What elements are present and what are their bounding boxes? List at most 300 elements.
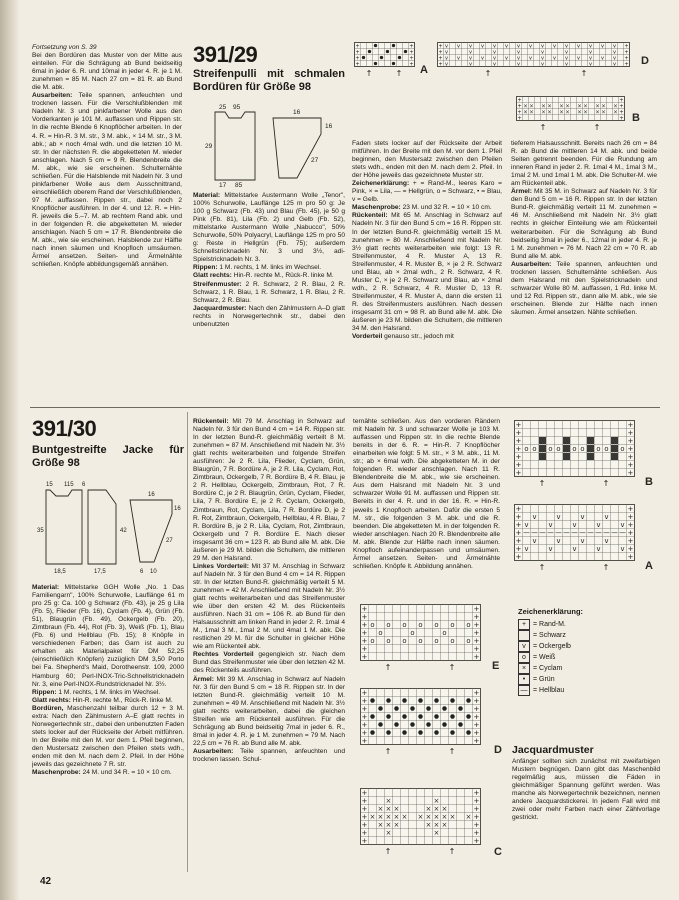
- legend-label-cyclam: = Cyclam: [533, 665, 563, 672]
- p29-material-label: Material:: [193, 192, 221, 199]
- grid-mark: v: [456, 43, 461, 50]
- grid-mark: +: [473, 620, 480, 629]
- legend-row-ockergelb: [518, 641, 658, 652]
- grid-mark: v: [532, 536, 537, 545]
- grid-mark: [442, 706, 446, 710]
- pattern-30-block: [32, 418, 184, 870]
- chart-30-b: [514, 420, 636, 493]
- legend-sym-hellblau: —: [518, 685, 530, 696]
- grid-mark: ×: [433, 812, 440, 821]
- legend-sym-weiss: o: [518, 652, 530, 663]
- legend-row-hellblau: [518, 685, 658, 696]
- grid-mark: [466, 730, 470, 734]
- grid-mark: ×: [385, 796, 392, 805]
- legend-label-weiss: = Weiß: [533, 654, 556, 661]
- b2-rechtes: gegengleich str. Nach dem Bund das Streifenmuster wie über den letzten 42 M. des Rückenteils ausführen.: [193, 651, 345, 675]
- grid-mark: ×: [565, 109, 570, 116]
- grid-mark: +: [627, 428, 634, 437]
- jacquard-body: Anfänger sollten sich zunächst mit zweifarbigen Mustern begnügen. Dann gibt das Maschenbild regelmäßig aus, müssen die Fäden in gleichmäßiger Spannung geführt werden. Was manche als Norwegertechnik bezeichnen, nennen andere Jacquardstickerei. In jedem Fall wird mit zwei oder mehr Farben nach einer Zählvorlage gestrickt.: [512, 758, 660, 822]
- grid-mark: ×: [377, 812, 384, 821]
- grid-mark: ×: [529, 103, 534, 110]
- grid-mark: v: [588, 43, 593, 50]
- pattern-29-number: 391/29: [193, 44, 258, 67]
- schematic30-label-3: 6: [82, 482, 86, 488]
- grid-arrow: ↑: [365, 69, 373, 78]
- grid-mark: o: [556, 444, 561, 453]
- grid-mark: +: [361, 704, 368, 713]
- col3-body1: Faden stets locker auf der Rückseite der Arbeit mitführen. In der Breite mit den M. vor dem 1. Pfeil beginnen, den Mustersatz zwischen den Pfeilen stets wdh., enden mit den M. nach dem 2. Pfeil. In der Höhe jeweils das gezeichnete Muster str.: [352, 140, 502, 180]
- grid-mark: —: [595, 528, 602, 537]
- grid-mark: ×: [601, 109, 606, 116]
- grid-mark: ×: [433, 796, 440, 805]
- grid-mark: +: [473, 728, 480, 737]
- grid-mark: +: [515, 504, 522, 513]
- p30-rippen-label: Rippen:: [32, 688, 57, 696]
- grid-mark: [380, 56, 383, 59]
- grid-mark: [378, 706, 382, 710]
- grid-mark: [410, 706, 414, 710]
- grid-mark: ×: [583, 103, 588, 110]
- grid-mark: v: [556, 536, 561, 545]
- legend-label-ockergelb: = Ockergelb: [533, 643, 571, 650]
- grid-mark: ×: [441, 804, 448, 813]
- grid-mark: +: [361, 736, 368, 745]
- grid-mark: +: [619, 97, 624, 104]
- grid-mark: +: [361, 796, 368, 805]
- col4-aermel-label: Ärmel:: [511, 188, 532, 196]
- grid-mark: +: [473, 704, 480, 713]
- grid-mark: o: [466, 620, 471, 629]
- col3-maschen: 23 M. und 32 R. = 10 × 10 cm.: [402, 204, 492, 212]
- grid-mark: v: [468, 55, 473, 62]
- col1-top-text: [32, 44, 182, 402]
- grid-mark: ×: [377, 820, 384, 829]
- grid-mark: +: [515, 460, 522, 469]
- grid-mark: —: [563, 528, 570, 537]
- col1-body: Bei den Bordüren das Muster von der Mitte aus einteilen. Für die Schrägung ab Bund beidseitig 6mal in jeder 6. R. und 10mal in jeder 4. R. je 1 M. zunehmen = 85 M. Nach 27 cm = 81 R. ab Bund die M. abk.: [32, 52, 182, 92]
- grid-mark: [587, 445, 594, 452]
- chart-29-c: [516, 96, 626, 137]
- p29-glatt-label: Glatt rechts:: [193, 272, 232, 280]
- grid-mark: v: [612, 49, 617, 56]
- grid-mark: +: [361, 612, 368, 621]
- grid-mark: o: [466, 636, 471, 645]
- grid-mark: ×: [393, 804, 400, 813]
- grid-mark: o: [410, 628, 415, 637]
- grid-mark: v: [504, 43, 509, 50]
- grid-mark: +: [361, 688, 368, 697]
- grid-mark: o: [434, 620, 439, 629]
- grid-mark: +: [473, 652, 480, 661]
- grid-mark: ×: [385, 812, 392, 821]
- grid-arrow: ↑: [395, 69, 403, 78]
- schematic30-label-7: 27: [166, 538, 173, 544]
- schematic29-label-2: 95: [233, 104, 241, 111]
- grid-mark: [386, 730, 390, 734]
- legend-row-rand: [518, 619, 658, 630]
- col2-bottom-text: [193, 418, 345, 870]
- p30-maschen: 24 M. und 34 R. = 10 × 10 cm.: [82, 769, 172, 777]
- grid-mark: v: [612, 55, 617, 62]
- grid-mark: [368, 50, 371, 53]
- grid-mark: +: [515, 544, 522, 553]
- grid-mark: +: [627, 452, 634, 461]
- grid-mark: [458, 722, 462, 726]
- grid-arrow: ↑: [538, 563, 546, 572]
- grid-mark: v: [492, 49, 497, 56]
- chart-30-b-label: B: [645, 476, 653, 488]
- grid-mark: ×: [441, 812, 448, 821]
- grid-mark: ×: [433, 820, 440, 829]
- grid-mark: +: [361, 652, 368, 661]
- grid-arrow: ↑: [593, 123, 601, 132]
- grid-mark: v: [552, 55, 557, 62]
- grid-mark: [434, 698, 438, 702]
- grid-mark: +: [438, 49, 443, 56]
- grid-mark: v: [564, 61, 569, 68]
- grid-mark: ×: [441, 820, 448, 829]
- grid-arrow: ↑: [602, 479, 610, 488]
- grid-mark: v: [600, 55, 605, 62]
- grid-arrow: ↑: [484, 69, 492, 78]
- grid-mark: ×: [541, 109, 546, 116]
- grid-mark: v: [524, 520, 529, 529]
- grid-mark: v: [524, 544, 529, 553]
- grid-mark: —: [619, 528, 626, 537]
- grid-mark: ×: [385, 828, 392, 837]
- schematic29-label-8: 27: [311, 157, 319, 164]
- grid-mark: +: [517, 115, 522, 122]
- grid-mark: [611, 437, 618, 444]
- grid-mark: +: [473, 628, 480, 637]
- grid-mark: o: [548, 444, 553, 453]
- b2-rechtes-label: Rechtes Vorderteil: [193, 651, 254, 659]
- grid-mark: [611, 445, 618, 452]
- grid-mark: +: [473, 644, 480, 653]
- grid-mark: ×: [613, 109, 618, 116]
- grid-mark: [386, 714, 390, 718]
- chart-29-b-label: D: [641, 55, 649, 67]
- grid-mark: v: [444, 49, 449, 56]
- p29-glatt: Hin-R. rechte M., Rück-R. linke M.: [233, 272, 334, 280]
- grid-mark: ×: [559, 103, 564, 110]
- p29-streifen-label: Streifenmuster:: [193, 280, 242, 288]
- grid-mark: v: [600, 43, 605, 50]
- schematic30-label-9: 18,5: [54, 569, 66, 575]
- pattern-30-number: 391/30: [32, 418, 97, 441]
- col3-zeichen-label: Zeichenerklärung:: [352, 180, 410, 188]
- grid-mark: +: [473, 636, 480, 645]
- grid-mark: ×: [541, 103, 546, 110]
- p29-jacquard-label: Jacquardmuster:: [193, 304, 247, 312]
- legend-sym-cyclam: ×: [518, 663, 530, 674]
- col3-top-text: [352, 140, 502, 402]
- grid-mark: +: [361, 720, 368, 729]
- grid-mark: +: [361, 628, 368, 637]
- schematic30-label-2: 115: [64, 482, 74, 488]
- grid-mark: v: [532, 512, 537, 521]
- grid-arrow: ↑: [602, 563, 610, 572]
- legend-row-cyclam: [518, 663, 658, 674]
- grid-mark: ×: [601, 103, 606, 110]
- legend-sym-rand: +: [518, 619, 530, 630]
- grid-mark: +: [473, 820, 480, 829]
- grid-mark: v: [576, 55, 581, 62]
- grid-mark: [426, 722, 430, 726]
- grid-mark: ×: [401, 812, 408, 821]
- grid-mark: v: [516, 43, 521, 50]
- grid-mark: —: [603, 528, 610, 537]
- grid-arrow: ↑: [448, 663, 456, 672]
- chart-29-a-label: A: [420, 64, 428, 76]
- grid-mark: o: [402, 636, 407, 645]
- grid-mark: +: [515, 444, 522, 453]
- pattern-30-schematic: [32, 478, 182, 578]
- column-divider-1: [187, 412, 188, 872]
- grid-mark: +: [438, 61, 443, 68]
- grid-mark: [539, 445, 546, 452]
- grid-mark: v: [556, 512, 561, 521]
- grid-mark: +: [361, 620, 368, 629]
- grid-mark: o: [386, 620, 391, 629]
- grid-mark: v: [540, 55, 545, 62]
- grid-mark: +: [361, 828, 368, 837]
- grid-mark: v: [572, 520, 577, 529]
- schematic30-label-1: 15: [46, 482, 53, 488]
- grid-mark: o: [370, 636, 375, 645]
- grid-mark: v: [548, 544, 553, 553]
- p30-material: Mittelstarke GGH Wolle „No. 1 Das Familiengarn", 100% Schurwolle, Lauflänge 61 m pro 25 g: Ca. 100 g Schwarz (Fb. 43), je 25 g Lila (Fb. 5), Flieder (Fb. 16), Cyclam (Fb. 4), Grün (Fb. 51), Blaugrün (Fb. 49), Ockergelb (Fb. 20), Zimtbraun (Fb. 44), Rot (Fb. 3), Weiß (Fb. 1), Blau (Fb. 6) und Hellblau (Fb. 15); 8 Knöpfe in verschiedenen Farben; das Garn ist auch zu erhalten als Materialpaket für DM 52,25 (einschließlich Knöpfen) zuzüglich DM 3,50 Porto bei Fa. Shepherd's Maid, Dorotheenstr. 109, 2000 Hamburg 60; Perl-INOX-Tric-Schnellstricknadeln Nr. 3, eine Perl-INOX-Rundstricknadel Nr. 3½.: [32, 584, 184, 688]
- grid-mark: +: [355, 43, 360, 50]
- grid-mark: [370, 730, 374, 734]
- grid-arrow: ↑: [384, 847, 392, 856]
- pattern-29-title: Streifenpulli mit schmalen Bordüren für Größe 98: [193, 68, 345, 93]
- p29-jacquard: Nach den Zählmustern A–D glatt rechts in Norwegertechnik str., dabei den unbenutzten: [193, 304, 345, 328]
- grid-arrow: ↑: [538, 479, 546, 488]
- grid-mark: ×: [529, 109, 534, 116]
- legend-sym-gruen: •: [518, 674, 530, 685]
- grid-mark: —: [555, 528, 562, 537]
- grid-arrow: ↑: [384, 663, 392, 672]
- legend-sym-schwarz: [518, 630, 530, 641]
- b2-ausarbeiten: Teile spannen, anfeuchten und trocknen lassen. Schul-: [193, 747, 345, 763]
- grid-mark: ×: [377, 804, 384, 813]
- grid-mark: [394, 722, 398, 726]
- grid-mark: +: [361, 728, 368, 737]
- grid-mark: +: [515, 468, 522, 477]
- pattern-30-title: Buntgestreifte Jacke für Größe 98: [32, 444, 184, 469]
- grid-mark: [392, 44, 395, 47]
- legend-label-gruen: = Grün: [533, 676, 555, 683]
- grid-mark: +: [627, 444, 634, 453]
- grid-mark: v: [588, 55, 593, 62]
- grid-mark: +: [473, 788, 480, 797]
- grid-mark: +: [355, 55, 360, 62]
- grid-mark: +: [361, 804, 368, 813]
- p30-maschen-label: Maschenprobe:: [32, 769, 81, 777]
- grid-mark: o: [402, 620, 407, 629]
- col1-ausarbeiten-label: Ausarbeiten:: [32, 92, 73, 100]
- grid-mark: +: [515, 552, 522, 561]
- grid-mark: v: [444, 55, 449, 62]
- schematic30-label-6: 42: [120, 528, 127, 534]
- grid-arrow: ↑: [580, 69, 588, 78]
- grid-mark: +: [361, 812, 368, 821]
- grid-mark: [370, 714, 374, 718]
- grid-mark: o: [378, 628, 383, 637]
- grid-mark: +: [361, 696, 368, 705]
- grid-mark: +: [515, 520, 522, 529]
- grid-mark: —: [547, 528, 554, 537]
- grid-mark: v: [580, 536, 585, 545]
- grid-mark: —: [579, 528, 586, 537]
- grid-mark: —: [539, 528, 546, 537]
- chart-30-d: [360, 688, 482, 761]
- chart-29-b: [437, 42, 631, 83]
- grid-mark: o: [450, 620, 455, 629]
- grid-mark: +: [438, 55, 443, 62]
- grid-mark: +: [409, 55, 414, 62]
- grid-mark: v: [588, 61, 593, 68]
- grid-mark: ×: [583, 109, 588, 116]
- grid-mark: v: [540, 61, 545, 68]
- schematic30-label-8: 16: [174, 506, 181, 512]
- legend-label-hellblau: = Hellblau: [533, 687, 565, 694]
- grid-mark: +: [515, 528, 522, 537]
- p30-borduren-label: Bordüren,: [32, 704, 64, 712]
- grid-mark: ×: [385, 820, 392, 829]
- p30-material-label: Material:: [32, 584, 60, 591]
- jacquard-title: Jacquardmuster: [512, 744, 594, 756]
- b2-linkes-label: Linkes Vorderteil:: [193, 562, 249, 570]
- grid-mark: v: [572, 544, 577, 553]
- grid-mark: [378, 722, 382, 726]
- schematic30-label-11: 6: [140, 569, 144, 575]
- legend-label-rand: = Rand-M.: [533, 621, 566, 628]
- schematic30-label-5: 35: [37, 528, 44, 534]
- grid-arrow: ↑: [448, 847, 456, 856]
- grid-mark: [398, 56, 401, 59]
- grid-arrow: ↑: [539, 123, 547, 132]
- grid-mark: ×: [577, 103, 582, 110]
- grid-mark: ×: [613, 103, 618, 110]
- grid-mark: [386, 698, 390, 702]
- grid-mark: ×: [595, 103, 600, 110]
- schematic29-label-3: 16: [293, 109, 301, 116]
- grid-mark: v: [480, 55, 485, 62]
- col3-bottom-text: [353, 418, 500, 600]
- chart-30-c: [360, 788, 482, 861]
- grid-mark: +: [473, 736, 480, 745]
- grid-mark: +: [624, 61, 629, 68]
- col4-top-text: [511, 140, 657, 402]
- grid-mark: +: [619, 109, 624, 116]
- p30-borduren: Maschenzahl teilbar durch 12 + 3 M. extra: Nach den Zählmustern A–E glatt rechts in Norwegertechnik str., dabei den unbenutzten Faden stets locker auf der Rückseite der Arbeit mitführen. In der Breite mit den M. vor dem 1. Pfeil beginnen, den Mustersatz zwischen den Pfeilen stets wdh., enden mit den M. nach dem 2. Pfeil. In der Höhe jeweils das gezeichnete 7 R. str.: [32, 704, 184, 769]
- grid-mark: +: [361, 636, 368, 645]
- grid-mark: +: [438, 43, 443, 50]
- chart-30-a-label: A: [645, 560, 653, 572]
- grid-mark: [458, 706, 462, 710]
- continuation-note: Fortsetzung von S. 39: [32, 44, 97, 51]
- grid-mark: +: [361, 820, 368, 829]
- col3-zeichen: + = Rand-M., leeres Karo = Pink, × = Lila, — = Hellgrün, o = Schwarz, • = Blau, v = Gelb.: [352, 180, 502, 204]
- grid-mark: [539, 437, 546, 444]
- legend-30: [518, 606, 658, 696]
- grid-mark: v: [516, 49, 521, 56]
- grid-mark: v: [588, 49, 593, 56]
- grid-mark: [374, 44, 377, 47]
- schematic30-label-10: 17,5: [94, 569, 106, 575]
- p29-material: Mittelstarke Austermann Wolle „Tenor", 100% Schurwolle, Lauflänge 125 m pro 50 g: Je 100 g Schwarz (Fb. 43) und Blau (Fb. 45), je 50 g Pink (Fb. 81), Lila (Fb. 2) und Gelb (Fb. 52), mittelstarke Austermann Wolle „Nabucco", 50% Schurwolle, 50% Polyacryl, Lauflänge 125 m pro 50 g: Reste in Hellgrün (Fb. 75); außerdem Schnellstricknadeln Nr. 3 und 3½, adi-Spielstricknadeln Nr. 3.: [193, 192, 345, 264]
- grid-mark: [434, 714, 438, 718]
- grid-mark: [410, 722, 414, 726]
- grid-mark: +: [473, 812, 480, 821]
- grid-mark: [539, 453, 546, 460]
- grid-mark: +: [473, 796, 480, 805]
- grid-mark: v: [596, 520, 601, 529]
- b2-rueck: Mit 79 M. Anschlag in Schwarz auf Nadeln Nr. 3 für den Bund 4 cm = 14 R. Rippen str. In der letzten Bund-R. gleichmäßig verteilt 8 M. zunehmen = 87 M. Anschließend mit Nadeln Nr. 3½ glatt rechts weiterarbeiten und folgende Streifen ausführen: Je 2 R. Lila, Flieder, Cyclam, Grün, Blaugrün, 7 R. Bordüre A, je 2 R. Lila, Cyclam, Rot, Zimtbraun, Ockergelb, 7 R. Bordüre B, 4 R. Blau, je 2 R. Hellblau, Ockergelb, Zimtbraun, Rot, 7 R. Bordüre C, je 2 R. Blaugrün, Grün, Cyclam, Flieder, Lila, 7 R. Bordüre E, je 2 R. Cyclam, Ockergelb, Zimtbraun, Rot, Cyclam, Lila, 7 R. Bordüre D, je 2 R. Rot, Zimtbraun, Ockergelb, Hellblau, 4 R. Blau, 7 R. Bordüre B, je 2 R. Lila, Cyclam, Rot, Zimtbraun, Ockergelb und 7 R. Bordüre E. Nach dieser insgesamt 36 cm = 123 R. ab Bund alle M. abk. Die äußeren je 29 M. bilden die Schultern, die mittleren 29 M. den Halsrand.: [193, 418, 345, 562]
- grid-mark: ×: [369, 812, 376, 821]
- col4-aermel: Mit 35 M. in Schwarz auf Nadeln Nr. 3 für den Bund 5 cm = 16 R. Rippen str. In der letzten Bund-R. gleichmäßig verteilt 11 M. zunehmen = 46 M. Anschließend mit Nadeln Nr. 3½ glatt rechts in gleicher Einteilung wie am Rückenteil weiterarbeiten. Für die Schrägung ab Bund beidseitig 3mal in jeder 6., 12mal in jeder 4. R. je 1 M. zunehmen = 76 M. Nach 22 cm = 70 R. ab Bund alle M. abk.: [511, 188, 657, 260]
- grid-mark: ×: [547, 103, 552, 110]
- chart-30-c-label: C: [494, 846, 502, 858]
- col3-maschen-label: Maschenprobe:: [352, 204, 401, 212]
- grid-mark: +: [473, 604, 480, 613]
- schematic29-label-5: 17: [219, 182, 227, 188]
- col3-vorder: genauso str., jedoch mit: [384, 333, 454, 341]
- grid-mark: [418, 714, 422, 718]
- legend-label-schwarz: = Schwarz: [533, 632, 566, 639]
- grid-mark: +: [361, 836, 368, 845]
- grid-mark: —: [523, 528, 530, 537]
- grid-mark: +: [473, 720, 480, 729]
- grid-mark: v: [480, 43, 485, 50]
- grid-mark: [404, 50, 407, 53]
- grid-mark: +: [619, 115, 624, 122]
- schematic29-label-7: 16: [325, 123, 333, 130]
- jacquard-info-box: [512, 744, 660, 874]
- grid-mark: o: [620, 444, 625, 453]
- schematic30-label-4: 16: [148, 492, 155, 498]
- grid-mark: v: [604, 536, 609, 545]
- schematic29-label-4: 29: [205, 143, 213, 150]
- col4-ausarbeiten: Teile spannen, anfeuchten und trocknen lassen. Schulternähte schließen. Aus dem Halsrand mit den Spielstricknadeln und schwarzer Wolle 80 M. auffassen, 1 Rd. linke M. und 12 Rd. Rippen str., dann alle M. abk., wie sie erscheinen. Blende zur Hälfte nach innen säumen. Ärmel ansetzen. Nähte schließen.: [511, 260, 657, 316]
- grid-mark: —: [587, 528, 594, 537]
- grid-mark: v: [620, 520, 625, 529]
- grid-mark: v: [516, 61, 521, 68]
- grid-mark: [402, 730, 406, 734]
- grid-mark: +: [409, 61, 414, 68]
- grid-mark: v: [604, 512, 609, 521]
- grid-mark: v: [564, 49, 569, 56]
- grid-mark: +: [627, 504, 634, 513]
- grid-mark: [362, 56, 365, 59]
- grid-mark: +: [361, 712, 368, 721]
- grid-mark: o: [604, 444, 609, 453]
- col1-ausarbeiten: Teile spannen, anfeuchten und trocknen lassen. Für die Verschlußblenden mit Nadeln Nr. 3 und pinkfarbener Wolle aus den Vorderkanten je 101 M. auffassen und Rippen str. In die rechte Blende 6 Knopflöcher arbeiten. In der 4. R. = Hin-R. 3 M. str., 3 M. abk., × 14 M. str., 3 M. abk.; ab × noch 4mal wdh. und die letzten 10 M. str. In der nächsten R. die abgeketteten M. wieder anschlagen. Nach 5 cm = 9 R. Blendenbreite die M. abk., wie sie erscheinen. Schulternähte schließen. Für die Halsblende mit Nadeln Nr. 3 und pinkfarbener Wolle aus dem Ausschnittrand, einschließlich oberem Rand der Verschlußblenden, 97 M. auffassen. Rippen str., dabei noch 2 Knopflöcher ausführen. In der 4. und 12. R. = Hin-R. jeweils die 5.–7. M. ab rechtem Rand abk. und in der folgenden R. die abgeketteten M. wieder anschlagen. Nach 5 cm = 17 R. Blendenbreite die M. abk., wie sie erscheinen. Halsblende zur Hälfte nach innen säumen und Knopfloch umsäumen. Ärmel ansetzen. Seiten- und Ärmelnähte schließen. Knöpfe abbildungsgemäß annähen.: [32, 92, 182, 269]
- grid-mark: +: [627, 544, 634, 553]
- grid-mark: ×: [433, 828, 440, 837]
- p29-rippen: 1 M. rechts, 1 M. links im Wechsel.: [219, 264, 322, 272]
- grid-mark: v: [456, 55, 461, 62]
- grid-mark: ×: [465, 812, 472, 821]
- grid-mark: +: [355, 49, 360, 56]
- grid-mark: [563, 437, 570, 444]
- schematic29-label-6: 85: [235, 182, 243, 188]
- grid-mark: [426, 706, 430, 710]
- b2-ausarbeiten-label: Ausarbeiten:: [193, 747, 234, 755]
- grid-mark: [563, 453, 570, 460]
